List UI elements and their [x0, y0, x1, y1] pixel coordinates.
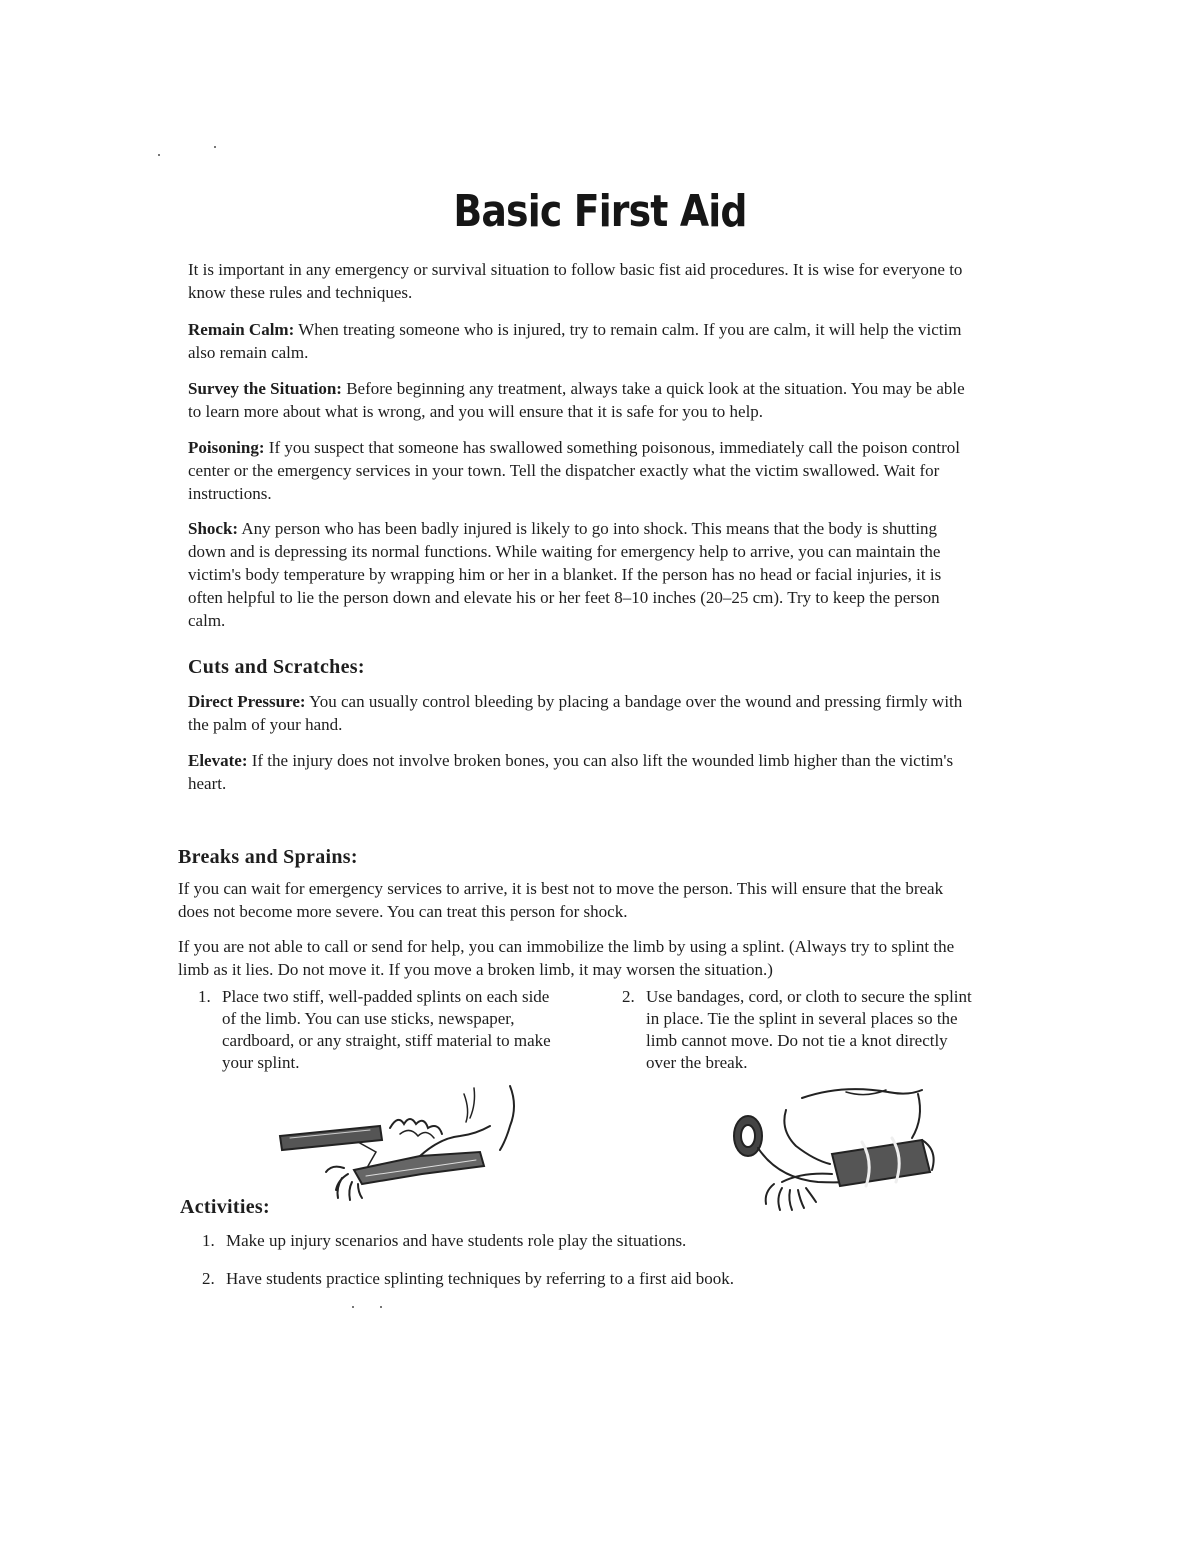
activities-heading: Activities: — [180, 1196, 270, 1218]
intro-paragraph: It is important in any emergency or survival situation to follow basic fist aid procedures. It is wise for everyone to know these rules and techniques. — [188, 260, 963, 302]
elevate-label: Elevate: — [188, 751, 248, 770]
direct-pressure-text: You can usually control bleeding by placing a bandage over the wound and pressing firmly with the palm of your hand. — [188, 692, 963, 734]
step-text: Place two stiff, well-padded splints on each side of the limb. You can use sticks, newspaper, cardboard, or any straight, stiff material to make your splint. — [222, 987, 551, 1072]
splint-placement-illustration — [270, 1078, 530, 1210]
remain-calm-text: When treating someone who is injured, try to remain calm. If you are calm, it will help the victim also remain calm. — [188, 320, 962, 362]
poisoning-paragraph — [188, 436, 968, 505]
poisoning-label: Poisoning: — [188, 438, 265, 457]
cuts-heading: Cuts and Scratches: — [188, 656, 365, 678]
shock-label: Shock: — [188, 519, 239, 538]
direct-pressure-paragraph — [188, 690, 970, 736]
breaks-paragraph-1: If you can wait for emergency services to arrive, it is best not to move the person. This will ensure that the break does not become more severe. You can treat this person for shock. — [178, 879, 944, 921]
shock-text: Any person who has been badly injured is likely to go into shock. This means that the body is shutting down and is depressing its normal functions. While waiting for emergency help to arrive, you can maintain the victim's body temperature by wrapping him or her in a blanket. If the person has no head or facial injuries, it is often helpful to lie the person down and elevate his or her feet 8–10 inches (20–25 cm). Try to keep the person calm. — [188, 519, 942, 630]
activity-number: 2. — [202, 1269, 215, 1288]
remain-calm-label: Remain Calm: — [188, 320, 295, 339]
poisoning-text: If you suspect that someone has swallowed something poisonous, immediately call the poison control center or the emergency services in your town. Tell the dispatcher exactly what the victim swallowed. Wait for instructions. — [188, 438, 960, 503]
activity-text: Have students practice splinting techniques by referring to a first aid book. — [226, 1269, 734, 1288]
survey-paragraph — [188, 377, 968, 423]
step-number: 1. — [198, 987, 211, 1006]
step-number: 2. — [622, 987, 635, 1006]
breaks-heading: Breaks and Sprains: — [178, 846, 358, 868]
survey-text: Before beginning any treatment, always take a quick look at the situation. You may be able to learn more about what is wrong, and you will ensure that it is safe for you to help. — [188, 379, 965, 421]
page-title: Basic First Aid — [453, 186, 747, 237]
survey-label: Survey the Situation: — [188, 379, 342, 398]
scan-speck — [352, 1306, 354, 1308]
elevate-paragraph — [188, 749, 958, 795]
breaks-paragraph-2: If you are not able to call or send for help, you can immobilize the limb by using a splint. (Always try to splint the limb as it lies. Do not move it. If you move a broken limb, it may worsen the situation.) — [178, 937, 955, 979]
splint-securing-illustration — [722, 1084, 962, 1224]
shock-paragraph — [188, 517, 970, 632]
scan-speck — [380, 1306, 382, 1308]
activity-text: Make up injury scenarios and have students role play the situations. — [226, 1231, 687, 1250]
activity-number: 1. — [202, 1231, 215, 1250]
step-text: Use bandages, cord, or cloth to secure the splint in place. Tie the splint in several places so the limb cannot move. Do not tie a knot directly over the break. — [646, 987, 972, 1072]
direct-pressure-label: Direct Pressure: — [188, 692, 306, 711]
remain-calm-paragraph — [188, 318, 968, 364]
scan-speck — [158, 154, 160, 156]
elevate-text: If the injury does not involve broken bones, you can also lift the wounded limb higher than the victim's heart. — [188, 751, 954, 793]
scan-speck — [214, 146, 216, 148]
